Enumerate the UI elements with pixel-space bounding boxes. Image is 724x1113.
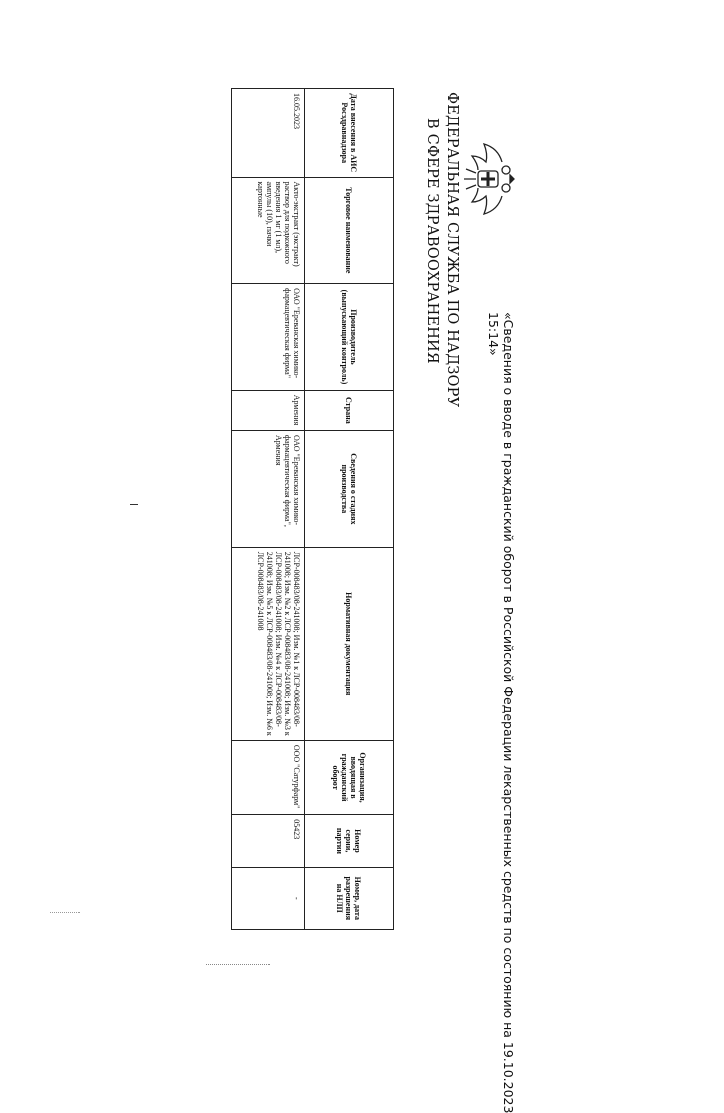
cell-batch-number: 05423	[232, 815, 305, 867]
double-headed-eagle-emblem-icon	[460, 140, 520, 218]
page-number-mark	[130, 504, 138, 505]
header-batch-number: Номер серии, партии	[305, 815, 394, 867]
cell-permit: -	[232, 867, 305, 929]
header-country: Страна	[305, 390, 394, 430]
document-title-line2: 15:14»	[486, 312, 501, 356]
header-trade-name: Торговое наименование	[305, 177, 394, 284]
scan-artifact	[50, 912, 80, 915]
cell-organization: ООО "Сатурфарм"	[232, 740, 305, 814]
cell-trade-name: Акто-экстракт (экстракт) раствор для подкожного введения 1 мг (1 мл), ампулы (10), пачки картонные	[232, 177, 305, 284]
document-title-line1: «Сведения о вводе в гражданский оборот в Российской Федерации лекарственных средств по состоянию на 19.10.2023	[501, 312, 516, 1113]
cell-regulatory-docs: ЛСР-008483/08-241008; Изм. №1 к ЛСР-008483/08-241008; Изм. №2 к ЛСР-008483/08-241008; Изм. №3 к ЛСР-008483/08-241008; Изм. №4 к ЛСР-008483/08-241008; Изм. №5 к ЛСР-008483/08-241008; Изм. №6 к ЛСР-008483/08-241008	[232, 547, 305, 740]
header-production-stages: Сведения о стадиях производства	[305, 431, 394, 548]
cell-entry-date: 16.05.2023	[232, 89, 305, 178]
registry-table	[231, 88, 394, 930]
header-manufacturer: Производитель (выпускающий контроль)	[305, 284, 394, 391]
cell-manufacturer: ОАО "Ереванская химико-фармацевтическая фирма"	[232, 284, 305, 391]
agency-name-line1: ФЕДЕРАЛЬНАЯ СЛУЖБА ПО НАДЗОРУ	[444, 92, 460, 408]
header-entry-date: Дата внесения в АИС Росздравнадзора	[305, 89, 394, 178]
cell-country: Армения	[232, 390, 305, 430]
table-row	[232, 89, 305, 930]
header-regulatory-docs: Нормативная документация	[305, 547, 394, 740]
table-header-row	[305, 89, 394, 930]
header-permit: Номер, дата разрешения на НЛП	[305, 867, 394, 929]
cell-production-stages: ОАО "Ереванская химико-фармацевтическая фирма", Армения	[232, 431, 305, 548]
agency-name-line2: В СФЕРЕ ЗДРАВООХРАНЕНИЯ	[424, 118, 440, 364]
header-organization: Организация, вводящая в гражданский оборот	[305, 740, 394, 814]
document-title	[486, 312, 516, 1113]
scan-artifact	[206, 964, 270, 969]
